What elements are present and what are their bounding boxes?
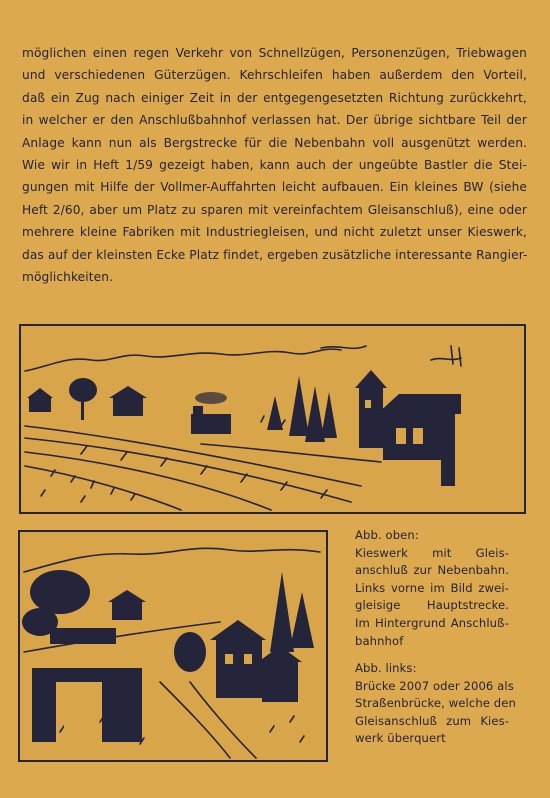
article-line: daß ein Zug nach einiger Zeit in der entgegengesetzten Richtung zurückkehrt, — [22, 90, 527, 105]
caption-line: Straßenbrücke, welche den — [355, 696, 516, 711]
caption-line: Kieswerk mit Gleis- — [355, 545, 509, 560]
article-text — [22, 42, 527, 288]
article-line: das auf der kleinsten Ecke Platz findet, ergeben zusätzliche interessante Rangier- — [22, 247, 528, 262]
article-line: Heft 2/60, aber um Platz zu sparen mit vereinfachtem Gleisanschluß), eine oder — [22, 202, 527, 217]
article-line: und verschiedenen Güterzügen. Kehrschleifen haben außerdem den Vorteil, — [22, 68, 527, 83]
caption-line: anschluß zur Nebenbahn. — [355, 563, 509, 578]
caption-heading: Abb. links: — [355, 661, 417, 675]
article-line: möglichkeiten. — [22, 270, 114, 285]
caption-top-figure — [355, 527, 535, 650]
article-line: in welcher er den Anschlußbahnhof verlassen hat. Der übrige sichtbare Teil der — [22, 113, 527, 128]
caption-line: werk überquert — [355, 731, 446, 746]
article-line: Wie wir in Heft 1/59 gezeigt haben, kann auch der ungeübte Bastler die Stei- — [22, 158, 527, 173]
article-line: mehrere kleine Fabriken mit Industriegleisen, und nicht zuletzt unser Kieswerk, — [22, 225, 527, 240]
caption-line: bahnhof — [355, 633, 404, 648]
article-line: gungen mit Hilfe der Vollmer-Auffahrten leicht aufbauen. Ein kleines BW (siehe — [22, 180, 527, 195]
gravel-works-drawing — [21, 326, 524, 512]
article-line: Anlage kann nun als Bergstrecke für die Nebenbahn voll ausgenützt werden. — [22, 135, 527, 150]
caption-left-figure — [355, 660, 535, 748]
caption-line: Im Hintergrund Anschluß- — [355, 615, 509, 630]
caption-line: Links vorne im Bild zwei- — [355, 580, 509, 595]
caption-line: gleisige Hauptstrecke. — [355, 598, 509, 613]
caption-line: Gleisanschluß zum Kies- — [355, 713, 509, 728]
bridge-illustration — [18, 530, 328, 762]
bridge-drawing — [20, 532, 326, 760]
caption-heading: Abb. oben: — [355, 528, 419, 542]
gravel-works-illustration — [19, 324, 526, 514]
article-line: möglichen einen regen Verkehr von Schnellzügen, Personenzügen, Triebwagen — [22, 46, 527, 60]
caption-line: Brücke 2007 oder 2006 als — [355, 678, 514, 693]
